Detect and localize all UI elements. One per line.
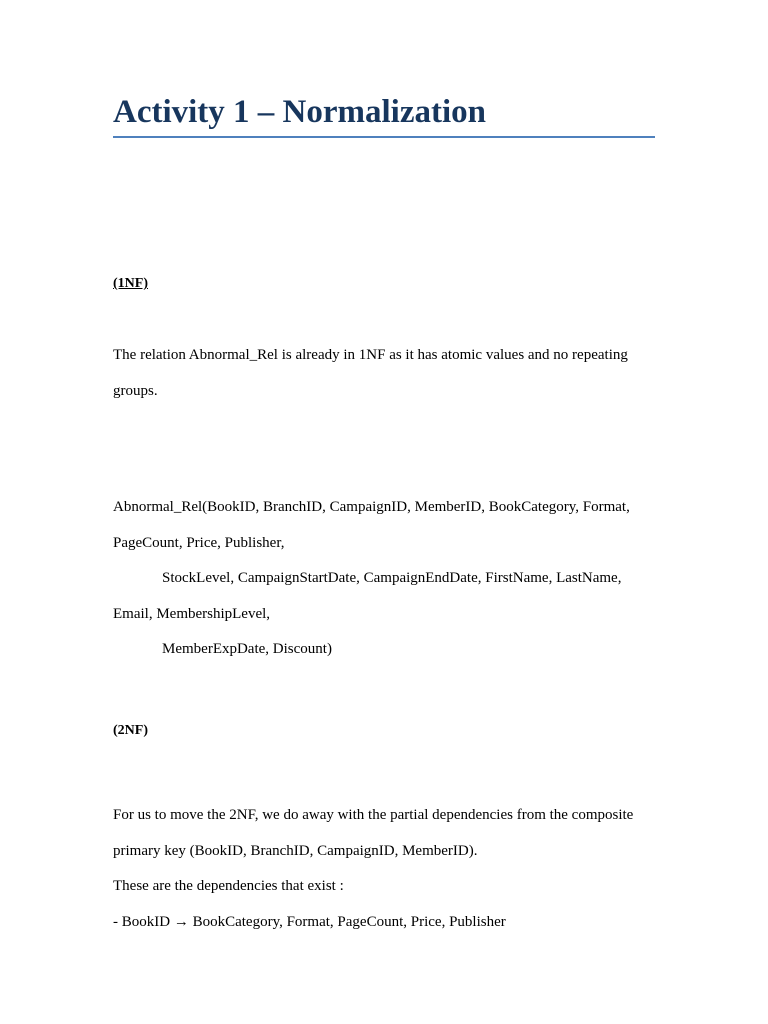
paragraph-1nf-line-2: groups. [113,383,158,399]
heading-1nf: (1NF) [113,276,148,291]
relation-line-5: MemberExpDate, Discount) [162,641,332,657]
paragraph-2nf-line-2: primary key (BookID, BranchID, CampaignID, MemberID). [113,843,478,859]
heading-2nf: (2NF) [113,723,148,738]
relation-line-4: Email, MembershipLevel, [113,606,271,622]
paragraph-2nf-line-1: For us to move the 2NF, we do away with the partial dependencies from the composite [113,807,634,823]
relation-line-3: StockLevel, CampaignStartDate, CampaignEndDate, FirstName, LastName, [162,570,622,586]
relation-line-1: Abnormal_Rel(BookID, BranchID, CampaignID, MemberID, BookCategory, Format, [113,499,630,515]
relation-line-2: PageCount, Price, Publisher, [113,535,285,551]
paragraph-1nf-line-1: The relation Abnormal_Rel is already in 1NF as it has atomic values and no repeating [113,347,628,363]
dependency-item-1: - BookID → BookCategory, Format, PageCount, Price, Publisher [113,914,506,930]
paragraph-2nf-line-3: These are the dependencies that exist : [113,878,344,894]
title-underline-rule [113,136,655,138]
page-title: Activity 1 – Normalization [113,94,487,130]
